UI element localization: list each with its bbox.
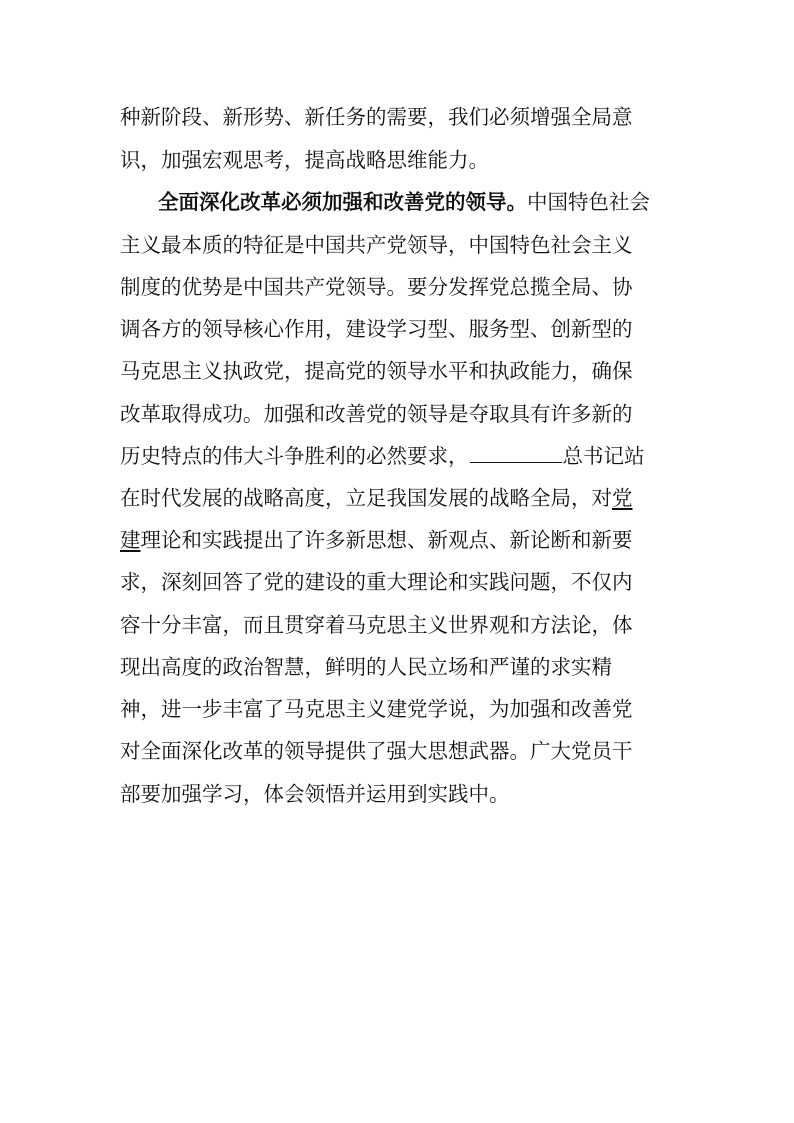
paragraph-line <box>120 315 633 343</box>
paragraph-line <box>120 357 633 385</box>
line-text: 对全面深化改革的领导提供了强大思想武器。广大党员干 <box>120 739 633 763</box>
paragraph-line <box>120 273 633 301</box>
line-text-after-blank: 总书记站 <box>562 444 645 468</box>
line-text: 容十分丰富，而且贯穿着马克思主义世界观和方法论，体 <box>120 613 633 637</box>
paragraph-line <box>120 611 633 639</box>
line-text: 识，加强宏观思考，提高战略思维能力。 <box>120 148 489 172</box>
paragraph-line <box>120 737 633 765</box>
fill-in-blank <box>470 444 562 463</box>
line-text: 马克思主义执政党，提高党的领导水平和执政能力，确保 <box>120 359 633 383</box>
line-text: 在时代发展的战略高度，立足我国发展的战略全局，对 <box>120 486 612 510</box>
paragraph-line <box>120 568 633 596</box>
paragraph-first-line <box>158 188 650 216</box>
line-text: 中国特色社会 <box>527 190 650 214</box>
underlined-text: 党 <box>612 486 633 510</box>
paragraph-line <box>120 231 633 259</box>
paragraph-line <box>120 400 633 428</box>
line-text: 改革取得成功。加强和改善党的领导是夺取具有许多新的 <box>120 402 633 426</box>
paragraph-line <box>120 653 612 681</box>
line-text: 调各方的领导核心作用，建设学习型、服务型、创新型的 <box>120 317 633 341</box>
line-text: 现出高度的政治智慧，鲜明的人民立场和严谨的求实精 <box>120 655 612 679</box>
line-text: 部要加强学习，体会领悟并运用到实践中。 <box>120 782 510 806</box>
paragraph-line <box>120 484 633 512</box>
paragraph-heading: 全面深化改革必须加强和改善党的领导。 <box>158 190 527 214</box>
line-text: 求，深刻回答了党的建设的重大理论和实践问题，不仅内 <box>120 570 633 594</box>
paragraph-line <box>120 103 633 131</box>
line-text: 历史特点的伟大斗争胜利的必然要求， <box>120 444 469 468</box>
paragraph-line <box>120 442 645 470</box>
paragraph-line <box>120 526 633 554</box>
paragraph-line <box>120 695 633 723</box>
line-text: 理论和实践提出了许多新思想、新观点、新论断和新要 <box>140 528 633 552</box>
underlined-text: 建 <box>120 528 141 552</box>
line-text: 种新阶段、新形势、新任务的需要，我们必须增强全局意 <box>120 105 633 129</box>
paragraph-line <box>120 146 489 174</box>
line-text: 主义最本质的特征是中国共产党领导，中国特色社会主义 <box>120 233 633 257</box>
line-text: 神，进一步丰富了马克思主义建党学说，为加强和改善党 <box>120 697 633 721</box>
paragraph-line <box>120 780 510 808</box>
line-text: 制度的优势是中国共产党领导。要分发挥党总揽全局、协 <box>120 275 633 299</box>
